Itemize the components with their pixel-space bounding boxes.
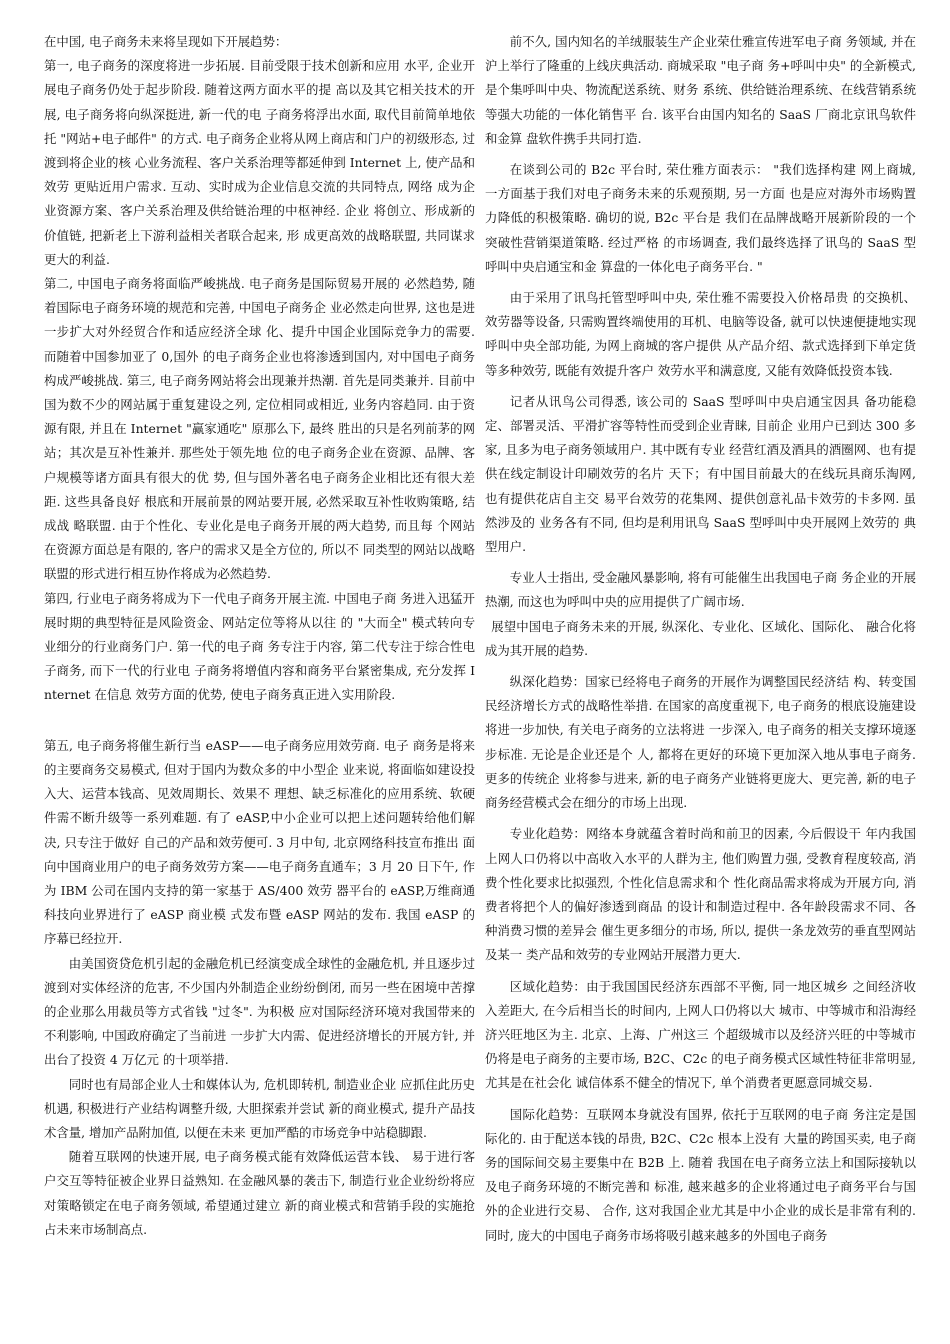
left-column [44, 30, 475, 1344]
outlook-paragraph: 展望中国电子商务未来的开展, 纵深化、专业化、区域化、国际化、 融合化将成为其开展的趋势. [485, 618, 916, 658]
financial-crisis-paragraph: 由美国资贷危机引起的金融危机已经演变成全球性的金融危机, 并且逐步过渡到对实体经济的危害, 不少国内外制造企业纷纷倒闭, 而另一些在困境中苦撑的企业那么用裁员等方式省钱 "过冬". 为积极 应对国际经济环境对我国带来的不利影响, 中国政府确定了当前进 一步扩大内需、促进经济增长的开展方针, 并出台了投资 4 万亿元 的十项举措. [44, 955, 475, 1068]
trend-one-paragraph: 第一, 电子商务的深度将进一步拓展. 目前受限于技术创新和应用 水平, 企业开展电子商务仍处于起步阶段. 随着这两方面水平的提 高以及其它相关技术的开展, 电子商务将向纵深挺进, 新一代的电 子商务将浮出水面, 取代目前简单地依托 "网站+电子邮件" 的方式. 电子商务企业将从网上商店和门户的初级形态, 过渡到将企业的核 心业务流程、客户关系治理等都延伸到 Internet 上, 使产品和效劳 更贴近用户需求. 互动、实时成为企业信息交流的共同特点, 网络 成为企业资源方案、客户关系治理及供给链治理的中枢神经. 企业 将创立、形成新的价值链, 把新老上下游利益相关者联合起来, 形 成更高效的战略联盟, 共同谋求更大的利益. [44, 58, 475, 267]
regionalization-trend-paragraph: 区域化趋势：由于我国国民经济东西部不平衡, 同一地区城乡 之间经济收入差距大, 在今后相当长的时间内, 上网人口仍将以大 城市、中等城市和沿海经济兴旺地区为主. 北京、上海、广州这三 个超级城市以及经济兴旺的中等城市仍将是电子商务的主要市场, B2C、C2c 的电子商务模式区域性特征非常明显, 尤其是在社会化 诚信体系不健全的情况下, 单个消费者更愿意同城交易. [485, 978, 916, 1091]
paragraph-spacer [485, 1096, 916, 1103]
paragraph-spacer [485, 663, 916, 670]
trend-two-three-paragraph: 第二, 中国电子商务将面临严峻挑战. 电子商务是国际贸易开展的 必然趋势, 随着国际电子商务环境的规范和完善, 中国电子商务企 业必然走向世界, 这也是进一步扩大对外经贸合作和适应经济全球 化、提升中国企业国际竞争力的需要. 而随着中国参加亚了 0,国外 的电子商务企业也将渗透到国内, 对中国电子商务构成严峻挑战. 第三, 电子商务网站将会出现兼并热潮. 首先是同类兼并. 目前中 国为数不少的网站属于重复建设之列, 定位相同或相近, 业务内容趋同. 由于资源有限, 并且在 Internet "赢家通吃" 原那么下, 最终 胜出的只是名列前茅的网站；其次是互补性兼并. 那些处于领先地 位的电子商务企业在资源、品牌、客户规模等诸方面具有很大的优 势, 但与国外著名电子商务企业相比还有很大差距. 这些具备良好 根底和开展前景的网站要开展, 必然采取互补性收购策略, 结成战 略联盟. 由于个性化、专业化是电子商务开展的两大趋势, 而且每 个网站在资源方面总是有限的, 客户的需求又是全方位的, 所以不 同类型的网站以战略联盟的形式进行相互协作将成为必然趋势. [44, 276, 475, 582]
hosted-call-center-paragraph: 由于采用了讯鸟托管型呼叫中央, 荣仕雅不需要投入价格昂贵 的交换机、效劳器等设备, 只需购置终端使用的耳机、电脑等设备, 就可以快速便捷地实现呼叫中央全部功能, 为网上商城的客户提供 从产品介绍、款式选择到下单定货等多种效劳, 既能有效提升客户 效劳水平和满意度, 又能有效降低投资本钱. [485, 290, 916, 378]
paragraph-spacer [485, 968, 916, 975]
paragraph-spacer [485, 279, 916, 286]
paragraph-spacer [485, 151, 916, 158]
paragraph-spacer [485, 559, 916, 566]
specialization-trend-paragraph: 专业化趋势：网络本身就蕴含着时尚和前卫的因素, 今后假设干 年内我国上网人口仍将以中高收入水平的人群为主, 他们购置力强, 受教育程度较高, 消费个性化要求比拟强烈, 个性化信息需求和个 性化商品需求将成为开展方向, 消费者将把个人的偏好渗透到商品 的设计和制造过程中. 各年龄段需求不同、各种消费习惯的差异会 催生更多细分的市场, 所以, 提供一条龙效劳的垂直型网站及某一 类产品和效劳的专业网站开展潜力更大. [485, 826, 916, 963]
internationalization-trend-paragraph: 国际化趋势：互联网本身就没有国界, 依托于互联网的电子商 务注定是国际化的. 由于配送本钱的昂贵, B2C、C2c 根本上没有 大量的跨国买卖, 电子商务的国际间交易主要集中在 B2B 上. 随着 我国在电子商务立法上和国际接轨以及电子商务环境的不断完善和 标准, 越来越多的企业将通过电子商务平台与国外的企业进行交易、 合作, 这对我国企业尤其是中小企业的成长是非常有利的. 同时, 庞大的中国电子商务市场将吸引越来越多的外国电子商务 [485, 1106, 916, 1243]
b2c-platform-paragraph: 在谈到公司的 B2c 平台时, 荣仕雅方面表示： "我们选择构建 网上商城, 一方面基于我们对电子商务未来的乐观预期, 另一方面 也是应对海外市场购置力降低的积极策略. 确切的说, B2c 平台是 我们在品牌战略开展新阶段的一个突破性营销渠道策略. 经过严格 的市场调查, 我们最终选择了讯鸟的 SaaS 型呼叫中央启通宝和金 算盘的一体化电子商务平台. " [485, 162, 916, 274]
paragraph-spacer [485, 815, 916, 822]
internet-development-paragraph: 随着互联网的快速开展, 电子商务模式能有效降低运营本钱、 易于进行客户交互等特征被企业界日益熟知. 在金融风暴的袭击下, 制造行业企业纷纷将应对策略锁定在电子商务领域, 希望通过建立 新的商业模式和营销手段的实施抢占未来市场制高点. [44, 1149, 475, 1237]
right-column [485, 30, 916, 1344]
intro-paragraph: 在中国, 电子商务未来将呈现如下开展趋势： [44, 34, 288, 49]
rongshiya-launch-paragraph: 前不久, 国内知名的羊绒服装生产企业荣仕雅宣传进军电子商 务领域, 并在沪上举行了隆重的上线庆典活动. 商城采取 "电子商 务+呼叫中央" 的全新模式, 是个集呼叫中央、物流配送系统、财务 系统、供给链治理系统、在线营销系统等强大功能的一体化销售平 台. 该平台由国内知名的 SaaS 厂商北京讯鸟软件和金算 盘软件携手共同打造. [485, 34, 916, 146]
trend-four-paragraph: 第四, 行业电子商务将成为下一代电子商务开展主流. 中国电子商 务进入迅猛开展时期的典型特征是风险资金、网站定位等将从以往 的 "大而全" 模式转向专业细分的行业商务门户. 第一代的电子商 务专注于内容, 第二代专注于综合性电子商务, 而下一代的行业电 子商务将增值内容和商务平台紧密集成, 充分发挥 Internet 在信息 效劳方面的优势, 使电子商务真正进入实用阶段. [44, 590, 475, 703]
crisis-opportunity-paragraph: 同时也有局部企业人士和媒体认为, 危机即转机, 制造业企业 应抓住此历史机遇, 积极进行产业结构调整升级, 大胆探索并尝试 新的商业模式, 提升产品技术含量, 增加产品附加值, 以便在未来 更加严酷的市场竞争中站稳脚跟. [44, 1076, 475, 1140]
deepening-trend-paragraph: 纵深化趋势：国家已经将电子商务的开展作为调整国民经济结 构、转变国民经济增长方式的战略性举措. 在国家的高度重视下, 电子商务的根底设施建设将进一步加快, 有关电子商务的立法将进 一步深入, 电子商务的相关支撑环境逐步标准. 无论是企业还是个 人, 都将在更好的环境下更加深入地从事电子商务. 更多的传统企 业将参与进来, 新的电子商务产业链将更庞大、更完善, 新的电子 商务经营模式会在细分的市场上出现. [485, 674, 916, 811]
saas-users-paragraph: 记者从讯鸟公司得悉, 该公司的 SaaS 型呼叫中央启通宝因具 备功能稳定、部署灵活、平滑扩容等特性而受到企业青睐, 目前企 业用户已到达 300 多家, 且多为电子商务领域用户. 其中既有专业 经营红酒及酒具的酒圈网、也有提供在线定制设计印刷效劳的名片 天下；有中国目前最大的在线玩具商乐淘网, 也有提供花店自主交 易平台效劳的花集网、提供创意礼品卡效劳的卡多网. 虽然涉及的 业务各有不同, 但均是利用讯鸟 SaaS 型呼叫中央开展网上效劳的 典型用户. [485, 393, 916, 555]
paragraph-spacer [485, 383, 916, 390]
paragraph-spacer [44, 708, 475, 734]
expert-opinion-paragraph: 专业人士指出, 受金融风暴影响, 将有可能催生出我国电子商 务企业的开展热潮, 而这也为呼叫中央的应用提供了广阔市场. [485, 570, 916, 610]
trend-five-paragraph: 第五, 电子商务将催生新行当 eASP——电子商务应用效劳商. 电子 商务是将来的主要商务交易模式, 但对于国内为数众多的中小型企 业来说, 将面临如建设投入大、运营本钱高、见效周期长、效果不 理想、缺乏标准化的应用系统、软硬件需不断升级等一系列难题. 有了 eASP,中小企业可以把上述问题转给他们解决, 只专注于做好 自己的产品和效劳便可. 3 月中旬, 北京网络科技宣布推出 面向中国商业用户的电子商务效劳方案——电子商务直通车；3 月 20 日下午, 作为 IBM 公司在国内支持的第一家基于 AS/400 效劳 器平台的 eASP,万维商通科技向业界进行了 eASP 商业模 式发布暨 eASP 网站的发布. 我国 eASP 的序幕已经拉开. [44, 737, 475, 947]
